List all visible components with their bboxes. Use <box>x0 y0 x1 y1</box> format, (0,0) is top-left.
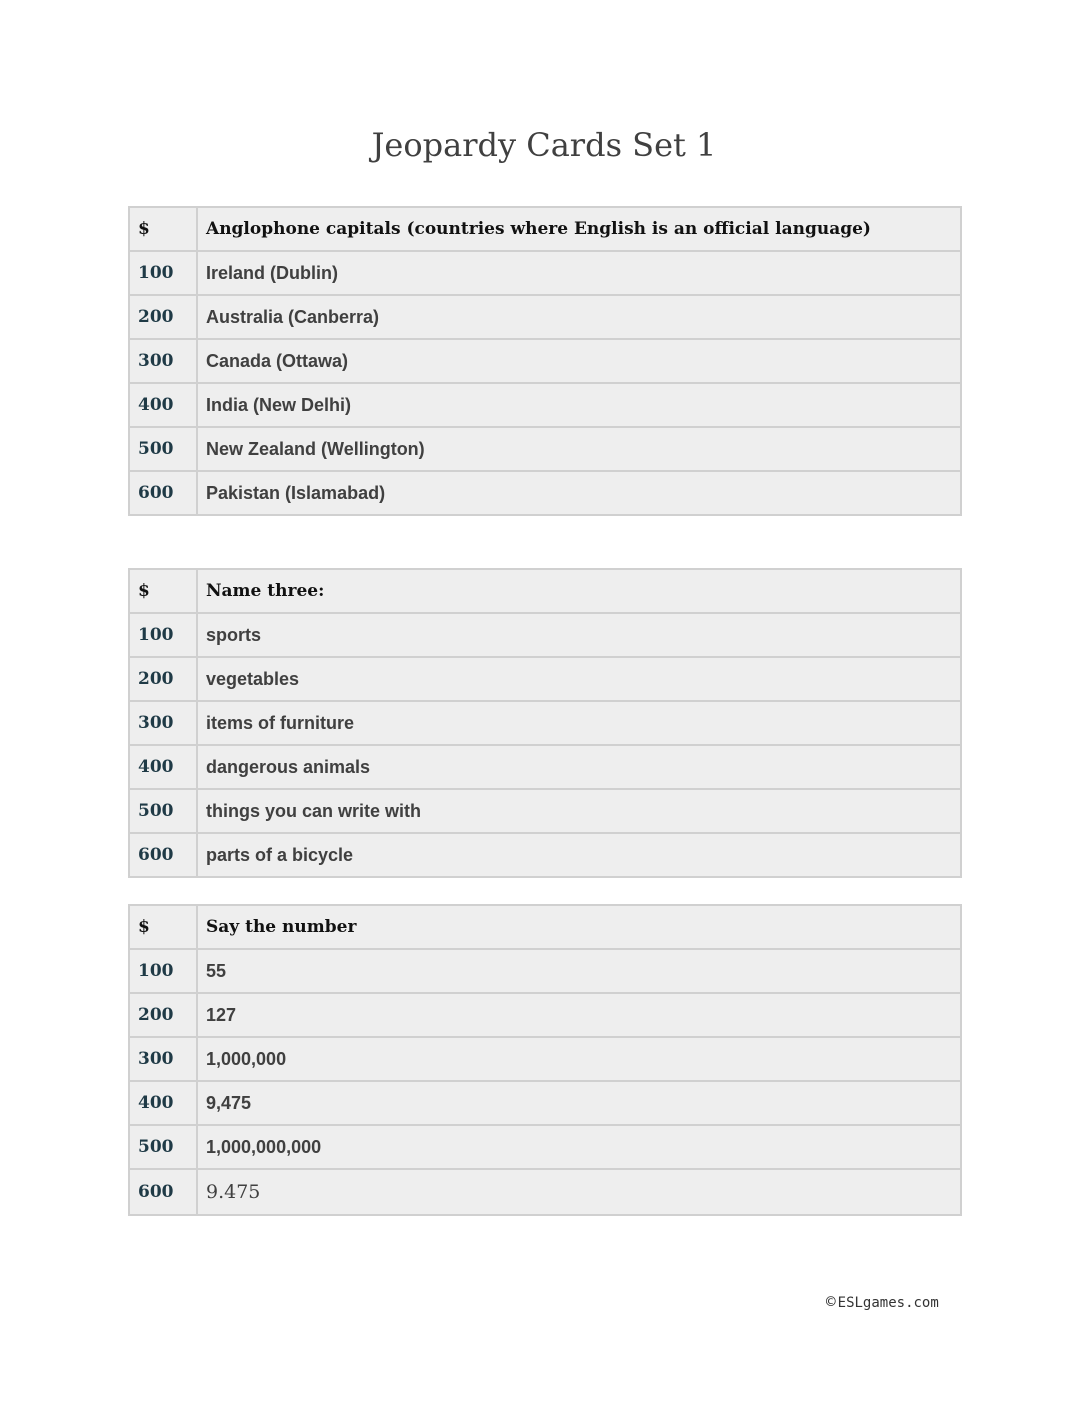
card-item: 127 <box>197 993 961 1037</box>
table-row <box>129 295 961 339</box>
table-row <box>129 657 961 701</box>
points-value: 400 <box>129 745 197 789</box>
card-header-row <box>129 207 961 251</box>
card-item: 1,000,000,000 <box>197 1125 961 1169</box>
table-row <box>129 833 961 877</box>
points-value: 300 <box>129 701 197 745</box>
footer-site-name: ESLgames.com <box>837 1295 939 1311</box>
card-item: 1,000,000 <box>197 1037 961 1081</box>
points-value: 600 <box>129 471 197 515</box>
jeopardy-card-anglophone-capitals <box>128 206 962 516</box>
points-value: 500 <box>129 1125 197 1169</box>
copyright-footer <box>826 1292 939 1311</box>
table-row <box>129 949 961 993</box>
table-row <box>129 251 961 295</box>
points-value: 100 <box>129 613 197 657</box>
table-row <box>129 383 961 427</box>
points-value: 200 <box>129 657 197 701</box>
points-value: 300 <box>129 1037 197 1081</box>
table-row <box>129 789 961 833</box>
table-row <box>129 339 961 383</box>
card-item: Canada (Ottawa) <box>197 339 961 383</box>
card-item: Australia (Canberra) <box>197 295 961 339</box>
points-value: 200 <box>129 295 197 339</box>
category-title: Anglophone capitals (countries where English is an official language) <box>197 207 961 251</box>
table-row <box>129 1037 961 1081</box>
card-item: 55 <box>197 949 961 993</box>
table-row <box>129 427 961 471</box>
points-value: 200 <box>129 993 197 1037</box>
card-item: vegetables <box>197 657 961 701</box>
card-item: things you can write with <box>197 789 961 833</box>
card-item: 9,475 <box>197 1081 961 1125</box>
category-title: Say the number <box>197 905 961 949</box>
table-row <box>129 1081 961 1125</box>
card-item: parts of a bicycle <box>197 833 961 877</box>
card-item: 9.475 <box>197 1169 961 1215</box>
card-header-row <box>129 905 961 949</box>
card-item: items of furniture <box>197 701 961 745</box>
card-item: Ireland (Dublin) <box>197 251 961 295</box>
table-row <box>129 471 961 515</box>
dollar-symbol: $ <box>129 905 197 949</box>
jeopardy-card-say-the-number <box>128 904 962 1216</box>
card-item: sports <box>197 613 961 657</box>
table-row <box>129 1125 961 1169</box>
points-value: 100 <box>129 949 197 993</box>
points-value: 600 <box>129 833 197 877</box>
table-row <box>129 613 961 657</box>
category-title: Name three: <box>197 569 961 613</box>
card-item: Pakistan (Islamabad) <box>197 471 961 515</box>
page-title: Jeopardy Cards Set 1 <box>371 126 717 164</box>
dollar-symbol: $ <box>129 207 197 251</box>
points-value: 400 <box>129 383 197 427</box>
dollar-symbol: $ <box>129 569 197 613</box>
card-header-row <box>129 569 961 613</box>
table-row <box>129 701 961 745</box>
card-item: India (New Delhi) <box>197 383 961 427</box>
points-value: 500 <box>129 427 197 471</box>
card-item: dangerous animals <box>197 745 961 789</box>
points-value: 400 <box>129 1081 197 1125</box>
card-item: New Zealand (Wellington) <box>197 427 961 471</box>
table-row <box>129 993 961 1037</box>
points-value: 500 <box>129 789 197 833</box>
table-row <box>129 1169 961 1215</box>
points-value: 300 <box>129 339 197 383</box>
jeopardy-card-name-three <box>128 568 962 878</box>
points-value: 600 <box>129 1169 197 1215</box>
points-value: 100 <box>129 251 197 295</box>
copyright-icon: © <box>826 1292 836 1311</box>
table-row <box>129 745 961 789</box>
